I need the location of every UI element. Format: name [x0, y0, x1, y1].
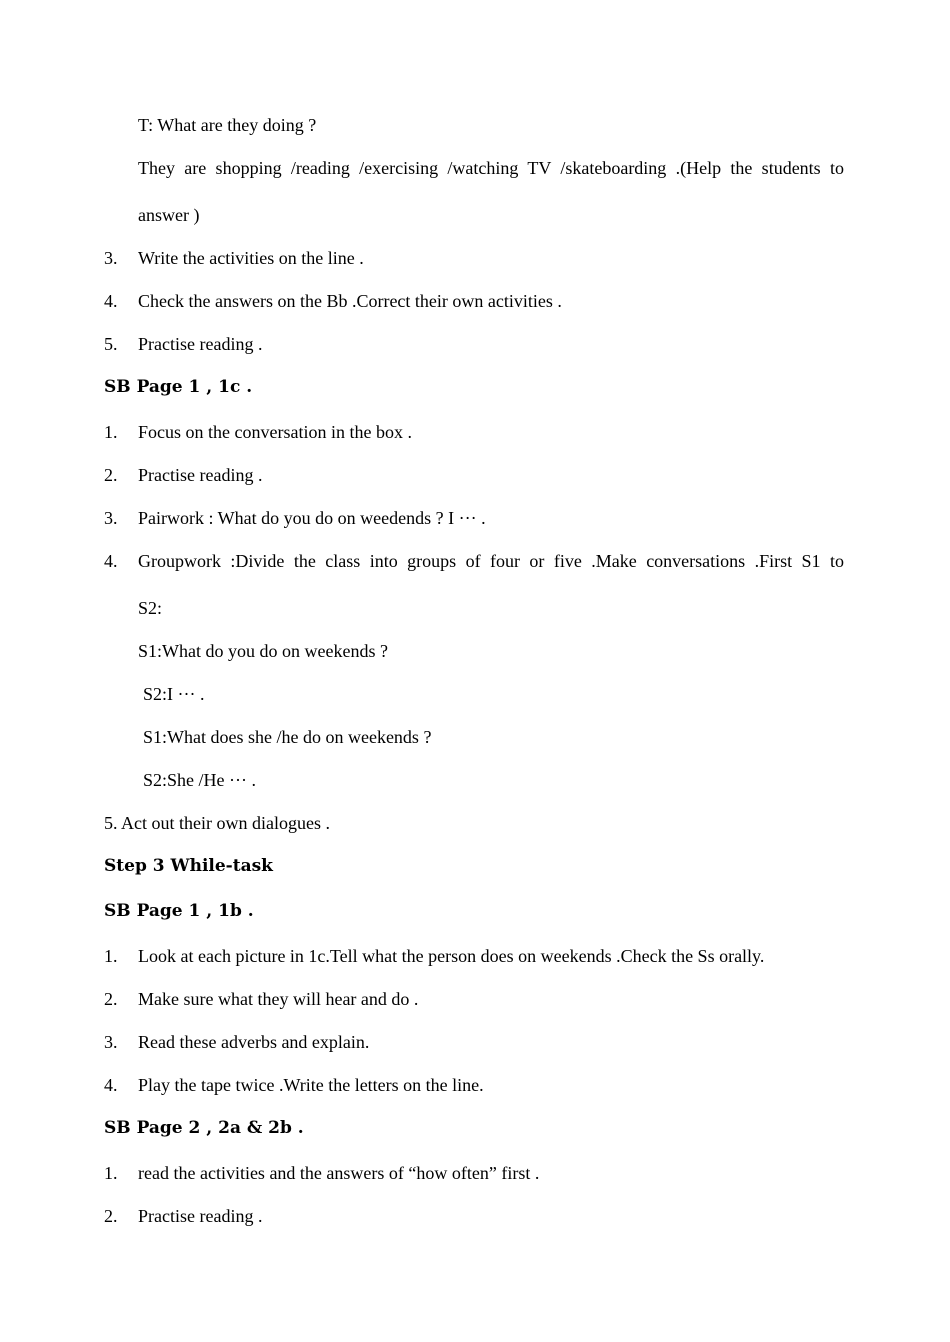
list-text: Practise reading . [138, 334, 263, 354]
list-number: 2. [104, 989, 118, 1009]
dialogue-line: S1:What does she /he do on weekends ? [143, 727, 432, 747]
list-number: 1. [104, 1163, 118, 1183]
list-text-cont: S2: [138, 598, 163, 618]
list-number: 4. [104, 551, 118, 571]
answer-line-cont: answer ) [138, 205, 200, 225]
list-number: 5. [104, 334, 118, 354]
list-text: Write the activities on the line . [138, 248, 364, 268]
list-number: 2. [104, 1206, 118, 1226]
dialogue-line: S2:She /He ··· . [143, 770, 256, 790]
list-number: 1. [104, 946, 118, 966]
list-text: Make sure what they will hear and do . [138, 989, 419, 1009]
list-text: Groupwork :Divide the class into groups of four or five .Make conversations .First S1 to [138, 551, 844, 571]
list-text: Play the tape twice .Write the letters on the line. [138, 1075, 484, 1095]
answer-line: They are shopping /reading /exercising /watching TV /skateboarding .(Help the students to [138, 158, 844, 178]
list-text: Practise reading . [138, 465, 263, 485]
list-text: Check the answers on the Bb .Correct their own activities . [138, 291, 562, 311]
list-text: Focus on the conversation in the box . [138, 422, 412, 442]
list-text: read the activities and the answers of “how often” first . [138, 1163, 540, 1183]
step-heading: Step 3 While-task [104, 856, 273, 876]
list-number: 3. [104, 508, 118, 528]
list-number: 4. [104, 291, 118, 311]
section-heading: SB Page 1 , 1b . [104, 901, 254, 921]
list-text: Pairwork : What do you do on weedends ? I ··· . [138, 508, 486, 528]
list-number: 2. [104, 465, 118, 485]
dialogue-line: S1:What do you do on weekends ? [138, 641, 388, 661]
list-text: Practise reading . [138, 1206, 263, 1226]
list-text: Look at each picture in 1c.Tell what the person does on weekends .Check the Ss orally. [138, 946, 765, 966]
list-number: 3. [104, 248, 118, 268]
act-out-line: 5. Act out their own dialogues . [104, 813, 330, 833]
list-number: 4. [104, 1075, 118, 1095]
list-number: 1. [104, 422, 118, 442]
section-heading: SB Page 2 , 2a & 2b . [104, 1118, 304, 1138]
list-text: Read these adverbs and explain. [138, 1032, 370, 1052]
list-number: 3. [104, 1032, 118, 1052]
section-heading: SB Page 1 , 1c . [104, 377, 253, 397]
teacher-question: T: What are they doing ? [138, 115, 317, 135]
dialogue-line: S2:I ··· . [143, 684, 205, 704]
